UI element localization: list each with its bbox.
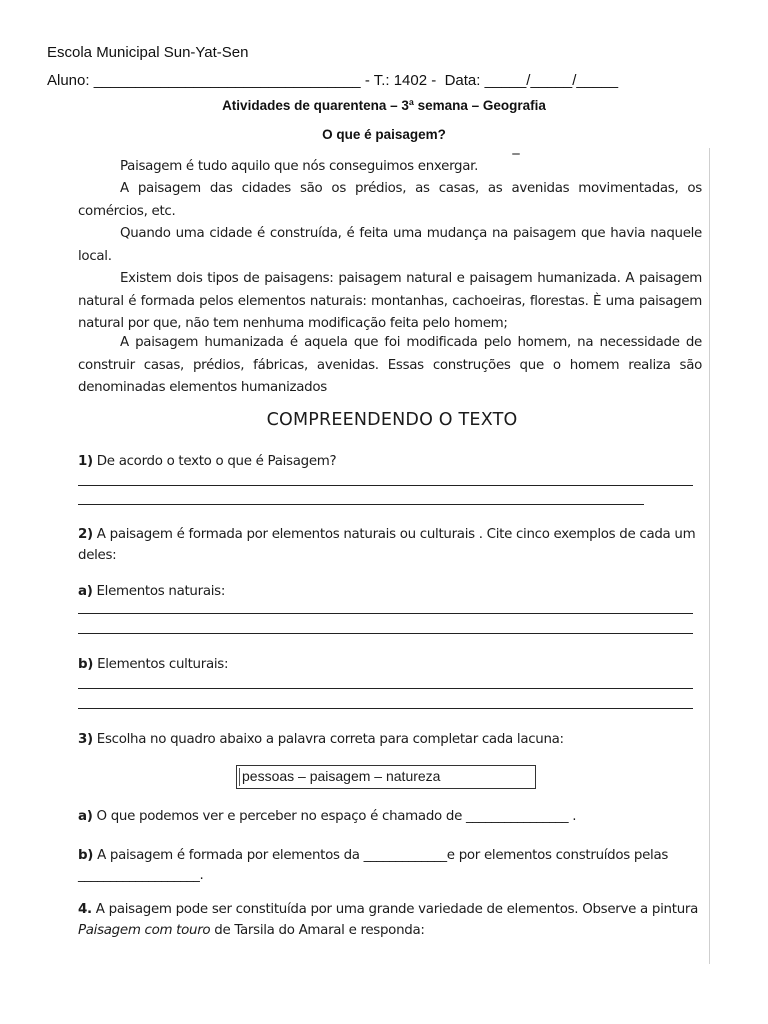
scan-speck	[512, 153, 520, 155]
scanned-worksheet	[74, 148, 710, 964]
answer-line[interactable]	[78, 708, 693, 709]
answer-line[interactable]	[78, 688, 693, 689]
question-3a: a) O que podemos ver e perceber no espaço é chamado de ________________ .	[78, 809, 577, 824]
text-paragraph-2: A paisagem das cidades são os prédios, as casas, as avenidas movimentadas, os comércios, etc.	[78, 181, 702, 219]
text-paragraph-1: Paisagem é tudo aquilo que nós conseguimos enxergar.	[120, 159, 479, 174]
school-name: Escola Municipal Sun-Yat-Sen	[47, 44, 249, 61]
answer-line[interactable]	[78, 485, 693, 486]
student-info-line: Aluno: ________________________________ - T.: 1402 - Data: _____/_____/_____	[47, 72, 619, 89]
answer-line[interactable]	[78, 504, 644, 505]
question-3: 3) Escolha no quadro abaixo a palavra correta para completar cada lacuna:	[78, 732, 564, 747]
question-2b: b) Elementos culturais:	[78, 657, 229, 672]
activity-title: Atividades de quarentena – 3ª semana – Geografia	[222, 98, 546, 113]
text-paragraph-5: A paisagem humanizada é aquela que foi modificada pelo homem, na necessidade de construir casas, prédios, fábricas, avenidas. Essas construções que o homem realiza são denominadas elementos humanizados	[78, 335, 702, 396]
answer-line[interactable]	[78, 613, 693, 614]
answer-line[interactable]	[78, 633, 693, 634]
text-paragraph-3: Quando uma cidade é construída, é feita uma mudança na paisagem que havia naquele local.	[78, 226, 702, 264]
question-3b-continuation: ___________________.	[78, 868, 204, 883]
question-2a: a) Elementos naturais:	[78, 584, 226, 599]
page-title: O que é paisagem?	[322, 127, 446, 142]
text-paragraph-4: Existem dois tipos de paisagens: paisagem natural e paisagem humanizada. A paisagem natural é formada pelos elementos naturais: montanhas, cachoeiras, florestas. È uma paisagem natural por que, não tem nenhuma modificação feita pelo homem;	[78, 271, 702, 332]
word-box: pessoas – paisagem – natureza	[236, 765, 536, 789]
question-2: 2) A paisagem é formada por elementos naturais ou culturais . Cite cinco exemplos de cada um deles:	[78, 527, 696, 563]
scan-edge	[709, 148, 710, 964]
question-3b: b) A paisagem é formada por elementos da _____________e por elementos construídos pelas	[78, 848, 669, 863]
question-4: 4. A paisagem pode ser constituída por uma grande variedade de elementos. Observe a pintura Paisagem com touro de Tarsila do Amaral e responda:	[78, 902, 698, 938]
section-heading: COMPREENDENDO O TEXTO	[266, 410, 518, 430]
question-1: 1) De acordo o texto o que é Paisagem?	[78, 454, 337, 469]
